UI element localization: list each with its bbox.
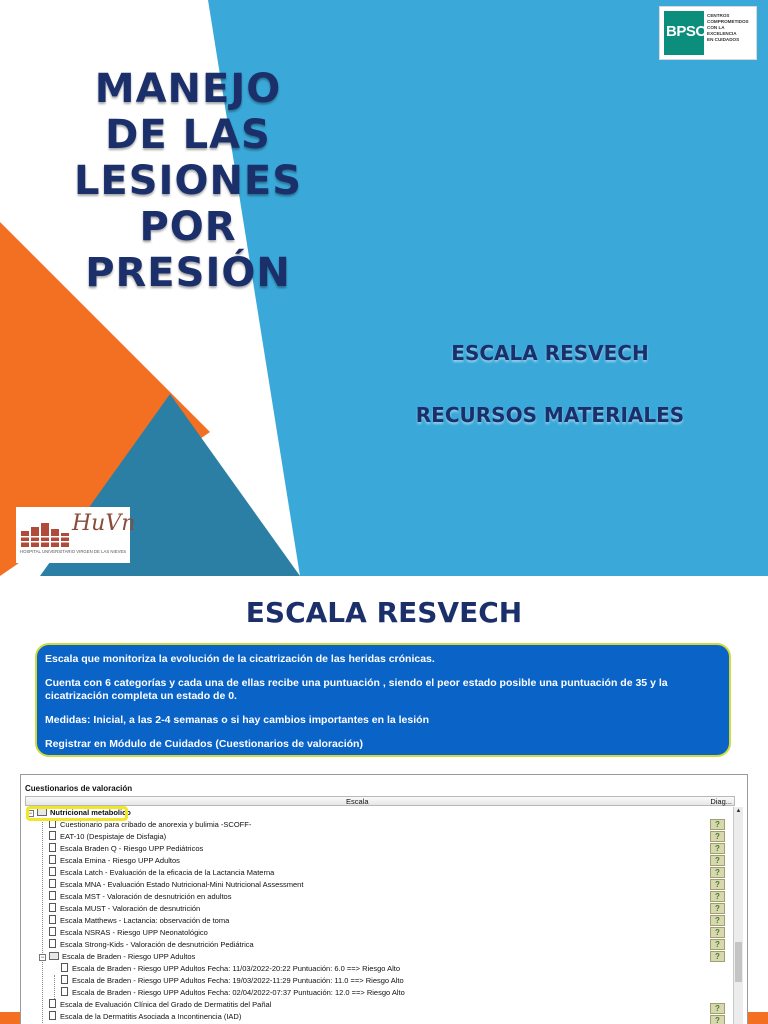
- orange-accent-strip: [0, 1012, 20, 1024]
- diagnosis-help-button[interactable]: ?: [710, 843, 725, 854]
- column-header-row: [25, 796, 735, 806]
- slide-title: ESCALA RESVECH: [245, 596, 523, 629]
- document-icon: [61, 963, 68, 972]
- tree-group-braden[interactable]: [39, 951, 195, 963]
- document-icon: [49, 999, 56, 1008]
- subtitle-recursos-materiales: RECURSOS MATERIALES: [415, 403, 685, 427]
- info-text: Cuenta con 6 categorías y cada una de ellas recibe una puntuación , siendo el peor estado posible una puntuación de 35 y la cicatrización completa un estado de 0.: [45, 677, 668, 702]
- tree-item-label: Cuestionario para cribado de anorexia y bulimia -SCOFF-: [60, 820, 252, 829]
- braden-entry-label: Escala de Braden - Riesgo UPP Adultos Fecha: 11/03/2022-20:22 Puntuación: 6.0 ==> Riesgo Alto: [72, 964, 401, 973]
- tree-item[interactable]: [49, 831, 166, 843]
- diagnosis-help-button[interactable]: ?: [710, 819, 725, 830]
- tree-connector: [42, 819, 43, 1023]
- bpso-text-line: COMPROMETIDOS: [707, 19, 749, 24]
- tree-item[interactable]: [49, 999, 271, 1011]
- braden-entry[interactable]: [61, 987, 405, 999]
- diagnosis-help-button[interactable]: ?: [710, 831, 725, 842]
- tree-item-label: Escala de Evaluación Clínica del Grado de Dermatitis del Pañal: [60, 1000, 272, 1009]
- info-box: [35, 643, 731, 757]
- bpso-logo: [659, 6, 757, 60]
- title-line: DE LAS: [105, 112, 271, 158]
- huvn-caption: HOSPITAL UNIVERSITARIO VIRGEN DE LAS NIEVES: [20, 549, 127, 554]
- tree-item-label: Escala MST - Valoración de desnutrición en adultos: [60, 892, 232, 901]
- tree-item[interactable]: [49, 891, 231, 903]
- bpso-text-line: CENTROS: [707, 13, 730, 18]
- diagnosis-help-button[interactable]: ?: [710, 891, 725, 902]
- diagnosis-help-button[interactable]: ?: [710, 867, 725, 878]
- tree-item[interactable]: [49, 939, 254, 951]
- tree-item-label: Escala Latch - Evaluación de la eficacia de la Lactancia Materna: [60, 868, 275, 877]
- tree-item-label: Escala MUST - Valoración de desnutrición: [60, 904, 201, 913]
- diagnosis-help-button[interactable]: ?: [710, 1015, 725, 1024]
- diagnosis-help-button[interactable]: ?: [710, 915, 725, 926]
- orange-accent-strip: [748, 1012, 768, 1024]
- document-icon: [49, 831, 56, 840]
- tree-item-label: Escala MNA - Evaluación Estado Nutricional-Mini Nutricional Assessment: [60, 880, 304, 889]
- diagnosis-help-button[interactable]: ?: [710, 951, 725, 962]
- braden-entry[interactable]: [61, 975, 404, 987]
- bpso-mark-text: BPSO: [666, 23, 707, 40]
- info-text: Registrar en Módulo de Cuidados (Cuestionarios de valoración): [45, 738, 363, 750]
- tree-item[interactable]: [49, 867, 274, 879]
- tree-item[interactable]: [49, 1011, 241, 1023]
- document-icon: [49, 891, 56, 900]
- diagnosis-help-button[interactable]: ?: [710, 903, 725, 914]
- folder-icon: [49, 952, 59, 960]
- window-title: Cuestionarios de valoración: [25, 784, 133, 793]
- tree-item-label: EAT-10 (Despistaje de Disfagia): [60, 832, 167, 841]
- braden-entry[interactable]: [61, 963, 400, 975]
- document-icon: [49, 879, 56, 888]
- tree-item-label: Escala Strong-Kids - Valoración de desnutrición Pediátrica: [60, 940, 254, 949]
- tree-item[interactable]: [49, 855, 180, 867]
- collapse-icon[interactable]: −: [28, 811, 33, 817]
- column-header-diag[interactable]: Diag...: [710, 797, 732, 806]
- scrollbar-thumb[interactable]: [735, 942, 742, 982]
- document-icon: [61, 975, 68, 984]
- tree-item[interactable]: [49, 843, 203, 855]
- diagnosis-help-button[interactable]: ?: [710, 855, 725, 866]
- collapse-icon[interactable]: −: [40, 955, 45, 961]
- resvech-slide: [0, 576, 768, 1024]
- tree-item[interactable]: [49, 927, 208, 939]
- tree-item-label: Escala NSRAS - Riesgo UPP Neonatológico: [60, 928, 208, 937]
- document-icon: [49, 939, 56, 948]
- tree-item-label: Escala Braden Q - Riesgo UPP Pediátricos: [60, 844, 204, 853]
- diagnosis-help-button[interactable]: ?: [710, 939, 725, 950]
- title-line: MANEJO: [94, 66, 282, 112]
- diagnosis-help-button[interactable]: ?: [710, 879, 725, 890]
- bpso-text-line: EN CUIDADOS: [707, 37, 740, 42]
- tree-item[interactable]: [49, 915, 229, 927]
- bpso-logo-text: [707, 13, 754, 43]
- hospital-building-icon: [21, 523, 71, 547]
- title-line: PRESIÓN: [85, 250, 291, 296]
- scroll-up-icon[interactable]: ▲: [735, 808, 742, 814]
- bpso-mark: [664, 11, 707, 55]
- document-icon: [49, 903, 56, 912]
- info-text: Escala que monitoriza la evolución de la cicatrización de las heridas crónicas.: [45, 653, 435, 665]
- document-icon: [49, 855, 56, 864]
- column-header-escala[interactable]: Escala: [346, 797, 369, 806]
- tree-item-label: Escala Emina - Riesgo UPP Adultos: [60, 856, 180, 865]
- bpso-text-line: CON LA: [707, 25, 725, 30]
- title-line: LESIONES POR: [73, 158, 303, 250]
- vertical-scrollbar[interactable]: [733, 807, 743, 1024]
- presentation-title: [40, 66, 336, 296]
- huvn-logo: [16, 507, 136, 563]
- document-icon: [49, 1011, 56, 1020]
- braden-entry-label: Escala de Braden - Riesgo UPP Adultos Fecha: 02/04/2022-07:37 Puntuación: 12.0 ==> Riesgo Alto: [72, 988, 405, 997]
- bpso-text-line: EXCELENCIA: [707, 31, 737, 36]
- document-icon: [49, 927, 56, 936]
- questionnaire-window: [20, 774, 748, 1024]
- diagnosis-help-button[interactable]: ?: [710, 1003, 725, 1014]
- diagnosis-help-button[interactable]: ?: [710, 927, 725, 938]
- braden-entry-label: Escala de Braden - Riesgo UPP Adultos Fecha: 19/03/2022-11:29 Puntuación: 11.0 ==> Riesgo Alto: [72, 976, 404, 985]
- tree-item-label: Escala Matthews - Lactancia: observación de toma: [60, 916, 230, 925]
- document-icon: [49, 867, 56, 876]
- subtitle-escala-resvech: ESCALA RESVECH: [451, 341, 649, 365]
- document-icon: [49, 915, 56, 924]
- tree-item[interactable]: [49, 903, 200, 915]
- document-icon: [61, 987, 68, 996]
- document-icon: [49, 843, 56, 852]
- group-label: Escala de Braden - Riesgo UPP Adultos: [62, 952, 196, 961]
- tree-item-label: Escala de la Dermatitis Asociada a Incontinencia (IAD): [60, 1012, 242, 1021]
- group-label: Nutricional metabolico: [50, 808, 131, 817]
- huvn-script: HuVn: [72, 511, 136, 536]
- highlight-frame: [26, 806, 128, 821]
- info-text: Medidas: Inicial, a las 2-4 semanas o si hay cambios importantes en la lesión: [45, 714, 429, 726]
- tree-item[interactable]: [49, 879, 303, 891]
